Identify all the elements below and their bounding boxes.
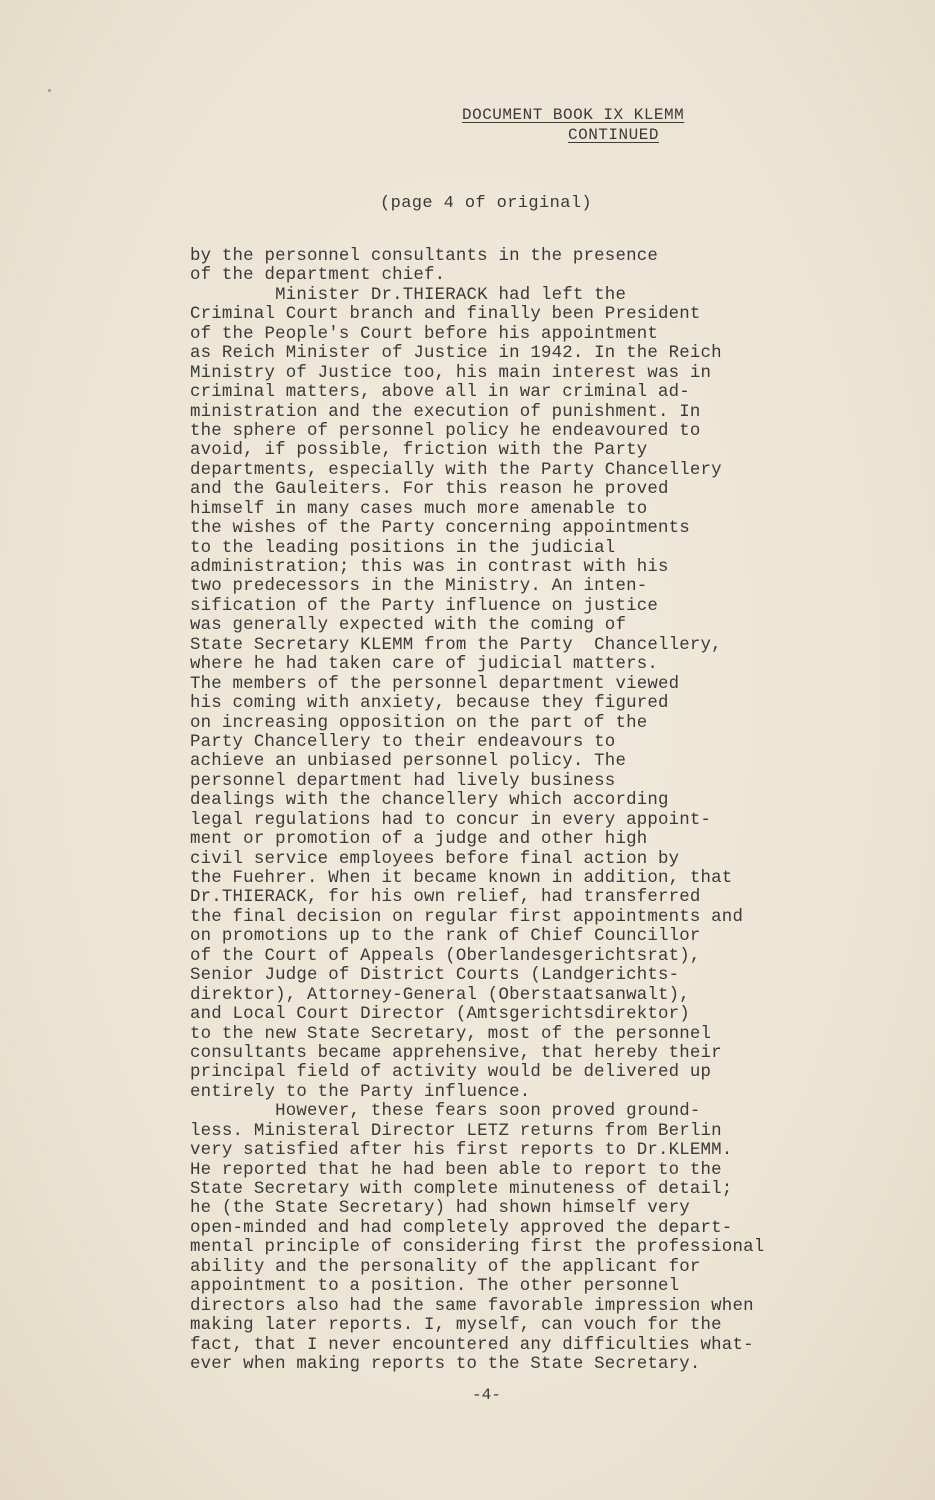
body-line: directors also had the same favorable impression when <box>190 1296 754 1316</box>
document-header <box>462 106 684 144</box>
body-line: State Secretary with complete minuteness of detail; <box>190 1180 733 1199</box>
body-line: he (the State Secretary) had shown himself very <box>190 1199 690 1219</box>
body-line: criminal matters, above all in war criminal ad- <box>190 383 690 403</box>
body-line: State Secretary KLEMM from the Party Chancellery, <box>190 635 722 655</box>
body-line: ever when making reports to the State Secretary. <box>190 1354 701 1374</box>
body-line: where he had taken care of judicial matters. <box>190 655 658 675</box>
body-line: less. Ministeral Director LETZ returns from Berlin <box>190 1121 722 1141</box>
body-line: as Reich Minister of Justice in 1942. In the Reich <box>190 344 722 364</box>
body-line: ment or promotion of a judge and other high <box>190 830 648 850</box>
body-line: his coming with anxiety, because they figured <box>190 694 669 714</box>
page-number: -4- <box>472 1386 501 1404</box>
body-line: of the People's Court before his appointment <box>190 324 658 344</box>
body-line: to the new State Secretary, most of the personnel <box>190 1024 712 1044</box>
body-line: the final decision on regular first appointments and <box>190 907 744 927</box>
body-line: two predecessors in the Ministry. An inten- <box>190 577 648 597</box>
body-line: direktor), Attorney-General (Oberstaatsanwalt), <box>190 985 690 1005</box>
body-line: Dr.THIERACK, for his own relief, had transferred <box>190 888 701 908</box>
body-line: Minister Dr.THIERACK had left the <box>190 285 627 305</box>
body-line: of the Court of Appeals (Oberlandesgerichtsrat), <box>190 946 701 966</box>
body-line: very satisfied after his first reports to Dr.KLEMM. <box>190 1141 733 1161</box>
page-reference: (page 4 of original) <box>380 194 593 213</box>
body-line: and the Gauleiters. For this reason he proved <box>190 480 669 500</box>
body-line: to the leading positions in the judicial <box>190 538 616 558</box>
body-line: appointment to a position. The other personnel <box>190 1277 680 1297</box>
body-line: ministration and the execution of punishment. In <box>190 402 701 422</box>
body-line: dealings with the chancellery which according <box>190 791 669 811</box>
body-line: administration; this was in contrast with his <box>190 558 669 577</box>
body-line: making later reports. I, myself, can vouch for the <box>190 1316 722 1336</box>
body-line: Party Chancellery to their endeavours to <box>190 732 616 752</box>
body-line: of the department chief. <box>190 266 446 286</box>
body-line: Ministry of Justice too, his main interest was in <box>190 363 712 383</box>
body-line: The members of the personnel department viewed <box>190 674 680 694</box>
body-line: He reported that he had been able to report to the <box>190 1160 722 1180</box>
body-line: the wishes of the Party concerning appointments <box>190 519 690 539</box>
body-line: ability and the personality of the applicant for <box>190 1257 701 1277</box>
body-line: consultants became apprehensive, that hereby their <box>190 1043 722 1063</box>
body-line: mental principle of considering first the professional <box>190 1238 765 1258</box>
header-continued: CONTINUED <box>568 126 659 144</box>
header-title: DOCUMENT BOOK IX KLEMM <box>462 106 685 124</box>
body-line: fact, that I never encountered any difficulties what- <box>190 1335 754 1355</box>
body-line: on promotions up to the rank of Chief Councillor <box>190 927 701 947</box>
body-line: sification of the Party influence on justice <box>190 596 658 616</box>
body-line: legal regulations had to concur in every appoint- <box>190 810 712 830</box>
body-text <box>190 247 890 1374</box>
body-line: civil service employees before final action by <box>190 849 680 869</box>
body-line: open-minded and had completely approved the depart- <box>190 1218 733 1238</box>
body-line: principal field of activity would be delivered up <box>190 1063 712 1083</box>
body-line: departments, especially with the Party Chancellery <box>190 460 722 480</box>
body-line: Senior Judge of District Courts (Landgerichts- <box>190 966 680 986</box>
body-line: on increasing opposition on the part of the <box>190 713 648 733</box>
body-line: entirely to the Party influence. <box>190 1082 531 1102</box>
punch-hole-mark <box>48 89 51 92</box>
body-line: and Local Court Director (Amtsgerichtsdirektor) <box>190 1005 690 1025</box>
body-line: avoid, if possible, friction with the Party <box>190 441 648 461</box>
body-line: himself in many cases much more amenable to <box>190 499 648 519</box>
body-line: by the personnel consultants in the presence <box>190 247 658 266</box>
body-line: personnel department had lively business <box>190 771 616 791</box>
body-line: However, these fears soon proved ground- <box>190 1102 701 1122</box>
body-line: Criminal Court branch and finally been President <box>190 305 701 325</box>
body-line: the Fuehrer. When it became known in addition, that <box>190 869 733 888</box>
body-line: achieve an unbiased personnel policy. The <box>190 752 627 772</box>
body-line: the sphere of personnel policy he endeavoured to <box>190 421 701 441</box>
body-line: was generally expected with the coming of <box>190 616 627 636</box>
